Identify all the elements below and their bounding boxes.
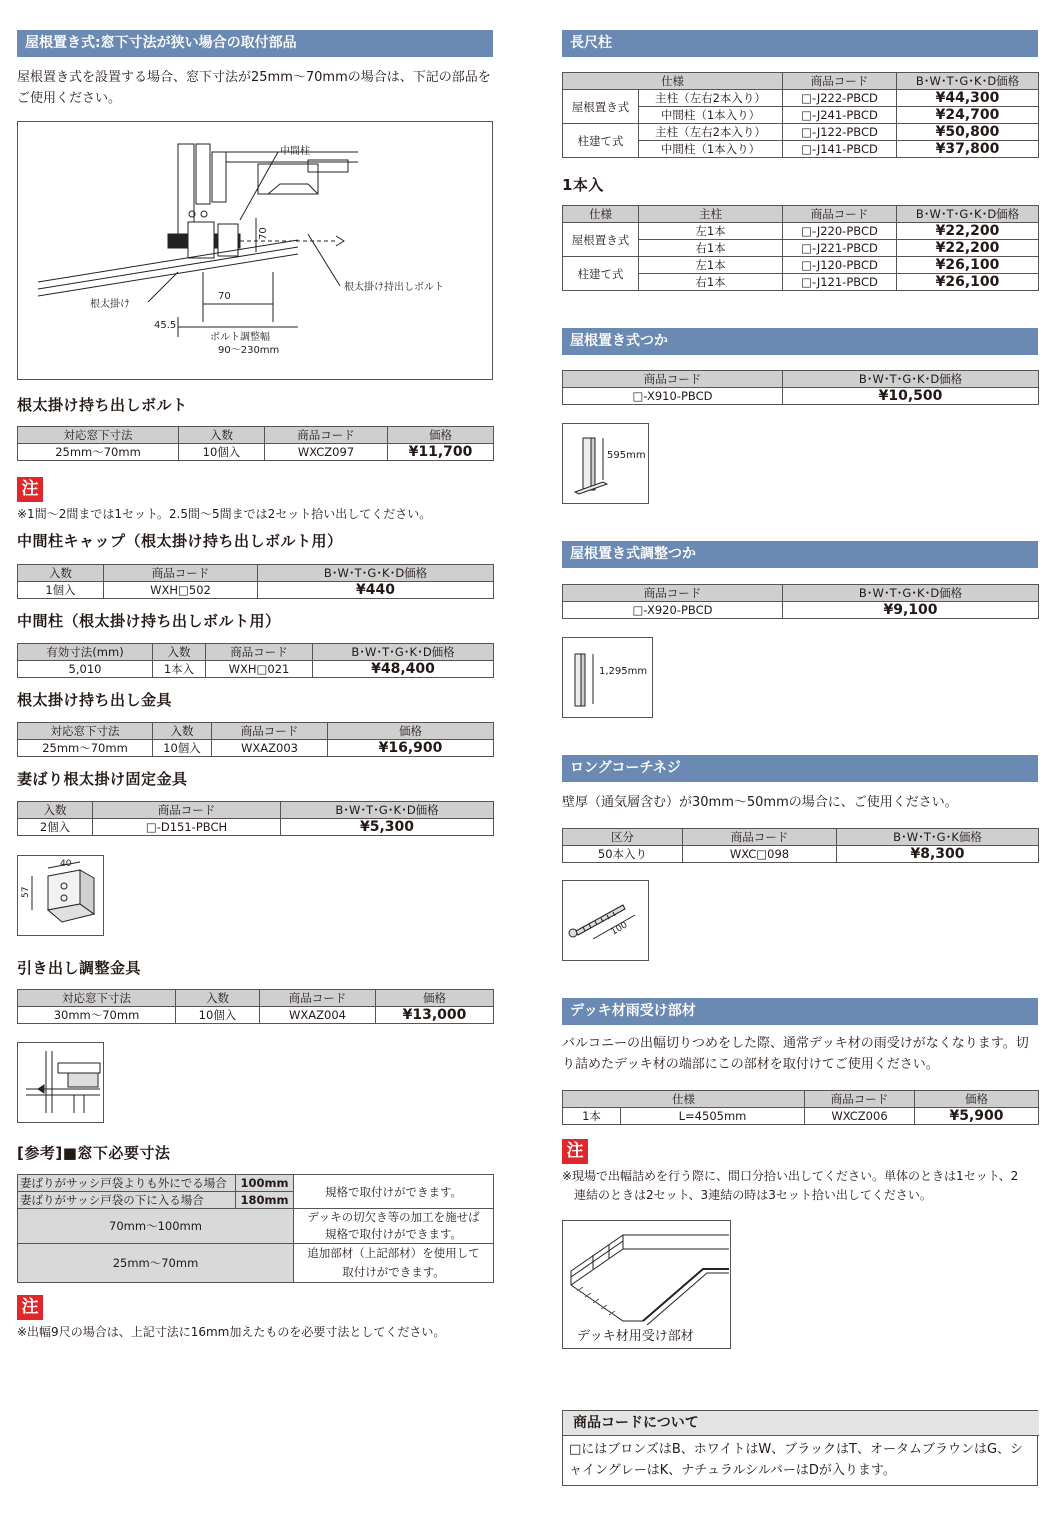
screw-image [562, 880, 649, 961]
product-code-title: 商品コードについて [563, 1411, 1039, 1436]
price: ¥8,300 [837, 846, 1039, 863]
section-title-strut: 屋根置き式つか [562, 328, 1038, 355]
code-cell: □-J221-PBCD [783, 240, 897, 257]
label-adjust-range: 90～230mm [218, 345, 280, 356]
group-cell: 柱建て式 [563, 124, 639, 158]
spec-cell: 右1本 [639, 274, 783, 291]
cell: 1本 [563, 1108, 621, 1125]
fitting-table [17, 722, 494, 757]
header: 対応窓下寸法 [18, 723, 153, 740]
price: ¥26,100 [897, 257, 1039, 274]
header: B･W･T･G･K･D価格 [897, 206, 1039, 223]
header: 価格 [915, 1091, 1039, 1108]
ref-row1-label: 妻ばりがサッシ戸袋よりも外にでる場合 [18, 1175, 236, 1192]
ref-row2-value: 180mm [236, 1192, 294, 1209]
ref-row1-value: 100mm [236, 1175, 294, 1192]
header: 商品コード [683, 829, 837, 846]
spec-cell: 右1本 [639, 240, 783, 257]
rain-guard-image [562, 1220, 731, 1349]
header: 入数 [18, 802, 93, 819]
header: 入数 [18, 565, 104, 582]
code-cell: □-J220-PBCD [783, 223, 897, 240]
header: 区分 [563, 829, 683, 846]
header: 主柱 [639, 206, 783, 223]
screw-dim: 100 [609, 920, 630, 938]
header: 仕様 [563, 73, 783, 90]
header: 商品コード [265, 427, 388, 444]
code-cell: WXCZ006 [805, 1108, 915, 1125]
header: 入数 [179, 427, 265, 444]
note-badge: 注 [562, 1139, 588, 1164]
screw-drawing [563, 881, 648, 960]
header: B･W･T･G･K･D価格 [783, 585, 1039, 602]
header: 商品コード [212, 723, 328, 740]
bolt-table [17, 426, 494, 461]
adjust-strut-dim: 1,295mm [599, 666, 648, 677]
code-cell: □-J141-PBCD [783, 141, 897, 158]
price: ¥37,800 [897, 141, 1039, 158]
dim-70-vertical: 70 [258, 227, 269, 240]
header: B･W･T･G･K･D価格 [281, 802, 494, 819]
header: B･W･T･G･K･D価格 [783, 371, 1039, 388]
cell: 30mm～70mm [18, 1007, 176, 1024]
header: 有効寸法(mm) [18, 644, 153, 661]
cell: 5,010 [18, 661, 153, 678]
dim-45: 45.5 [154, 320, 177, 331]
spec-cell: 主柱（左右2本入り） [639, 90, 783, 107]
group-cell: 屋根置き式 [563, 223, 639, 257]
spec-cell: 中間柱（1本入り） [639, 107, 783, 124]
header: 商品コード [805, 1091, 915, 1108]
strut-table [562, 370, 1039, 405]
label-center-post: 中間柱 [280, 146, 310, 157]
adjust-fitting-image [17, 1042, 104, 1123]
rain-table [562, 1090, 1039, 1125]
header: 対応窓下寸法 [18, 990, 176, 1007]
price: ¥48,400 [313, 661, 494, 678]
gable-title: 妻ばり根太掛け固定金具 [17, 770, 188, 788]
adjust-table [17, 989, 494, 1024]
price: ¥50,800 [897, 124, 1039, 141]
section-title-rain-guard: デッキ材雨受け部材 [562, 998, 1038, 1025]
header: 入数 [176, 990, 260, 1007]
cell: 10個入 [176, 1007, 260, 1024]
cell: 10個入 [179, 444, 265, 461]
header: B･W･T･G･K･D価格 [897, 73, 1039, 90]
gable-dim-a: 40 [60, 859, 72, 869]
label-joist: 根太掛け [90, 299, 130, 310]
cell: WXCZ097 [265, 444, 388, 461]
header: 価格 [376, 990, 494, 1007]
screw-text: 壁厚（通気層含む）が30mm～50mmの場合に、ご使用ください。 [562, 795, 958, 810]
section-title-screw: ロングコーチネジ [562, 755, 1038, 782]
product-code-info [562, 1410, 1038, 1486]
code-cell: □-J121-PBCD [783, 274, 897, 291]
label-bolt: 根太掛け持出しボルト [344, 282, 444, 293]
cell: WXAZ004 [260, 1007, 376, 1024]
header: 商品コード [104, 565, 258, 582]
gable-dim-b: 57 [21, 886, 31, 898]
note-text: ※出幅9尺の場合は、上記寸法に16mm加えたものを必要寸法としてください。 [17, 1325, 446, 1339]
header: 商品コード [260, 990, 376, 1007]
code-cell: □-J122-PBCD [783, 124, 897, 141]
code-cell: □-X920-PBCD [563, 602, 783, 619]
price: ¥13,000 [376, 1007, 494, 1024]
header: 商品コード [783, 73, 897, 90]
header: 商品コード [93, 802, 281, 819]
ref-row4-label: 25mm～70mm [18, 1244, 294, 1283]
adjust-strut-table [562, 584, 1039, 619]
price: ¥16,900 [328, 740, 494, 757]
ref-row4-note-2: 取付けができます。 [342, 1265, 445, 1279]
cell: 2個入 [18, 819, 93, 836]
cell: 50本入り [563, 846, 683, 863]
header: B･W･T･G･K価格 [837, 829, 1039, 846]
cap-title: 中間柱キャップ（根太掛け持ち出しボルト用） [17, 532, 343, 550]
cell: □-D151-PBCH [93, 819, 281, 836]
ref-row3-label: 70mm～100mm [18, 1209, 294, 1244]
ref-title: [参考]■窓下必要寸法 [17, 1144, 171, 1162]
note-text: ※1間～2間までは1セット。2.5間～5間までは2セット拾い出してください。 [17, 507, 432, 521]
adjust-strut-image [562, 637, 653, 718]
price: ¥26,100 [897, 274, 1039, 291]
price: ¥24,700 [897, 107, 1039, 124]
strut-image [562, 423, 649, 504]
cell: WXAZ003 [212, 740, 328, 757]
note-badge: 注 [17, 477, 43, 502]
code-cell: □-J241-PBCD [783, 107, 897, 124]
price: ¥440 [258, 582, 494, 599]
long-post-table [562, 72, 1039, 158]
group-cell: 屋根置き式 [563, 90, 639, 124]
spec-cell: 主柱（左右2本入り） [639, 124, 783, 141]
rain-guard-caption: デッキ材用受け部材 [577, 1329, 694, 1344]
header: 商品コード [783, 206, 897, 223]
adjust-title: 引き出し調整金具 [17, 959, 142, 977]
rain-text: バルコニーの出幅切りつめをした際、通常デッキ材の雨受けがなくなります。切り詰めたデッキ材の端部にこの部材を取付けてご使用ください。 [562, 1036, 1029, 1072]
price: ¥22,200 [897, 223, 1039, 240]
header: 価格 [328, 723, 494, 740]
code-cell: □-X910-PBCD [563, 388, 783, 405]
spec-cell: 左1本 [639, 223, 783, 240]
price: ¥10,500 [783, 388, 1039, 405]
adjust-strut-drawing [563, 638, 652, 717]
price: ¥5,900 [915, 1108, 1039, 1125]
post-table [17, 643, 494, 678]
cell: L=4505mm [621, 1108, 805, 1125]
header: 仕様 [563, 1091, 805, 1108]
ref-row2-label: 妻ばりがサッシ戸袋の下に入る場合 [18, 1192, 236, 1209]
section-title-narrow-window: 屋根置き式:窓下寸法が狭い場合の取付部品 [17, 30, 493, 57]
post-title: 中間柱（根太掛け持ち出しボルト用） [17, 612, 281, 630]
price: ¥5,300 [281, 819, 494, 836]
code-cell: □-J120-PBCD [783, 257, 897, 274]
installation-diagram [17, 121, 493, 380]
gable-table [17, 801, 494, 836]
screw-table [562, 828, 1039, 863]
cell: 25mm～70mm [18, 444, 179, 461]
adjust-fitting-drawing [18, 1043, 103, 1122]
header: 対応窓下寸法 [18, 427, 179, 444]
ref-row3-note-2: 規格で取付けができます。 [324, 1227, 463, 1241]
cell: WXH□502 [104, 582, 258, 599]
strut-drawing [563, 424, 648, 503]
note-badge: 注 [17, 1295, 43, 1320]
cell: 1個入 [18, 582, 104, 599]
section-title-adjust-strut: 屋根置き式調整つか [562, 541, 1038, 568]
ref-table [17, 1174, 494, 1283]
fitting-title: 根太掛け持ち出し金具 [17, 691, 173, 709]
section-title-long-post: 長尺柱 [562, 30, 1038, 57]
price: ¥22,200 [897, 240, 1039, 257]
single-post-table [562, 205, 1039, 291]
code-cell: □-J222-PBCD [783, 90, 897, 107]
intro-text: 屋根置き式を設置する場合、窓下寸法が25mm～70mmの場合は、下記の部品をご使用ください。 [17, 70, 491, 106]
ref-row12-note: 規格で取付けができます。 [294, 1175, 494, 1209]
cell: 25mm～70mm [18, 740, 153, 757]
price: ¥11,700 [388, 444, 494, 461]
ref-row4-note-1: 追加部材（上記部材）を使用して [307, 1246, 480, 1260]
dim-70-horizontal: 70 [218, 291, 231, 302]
gable-bracket-image [17, 855, 104, 936]
group-cell: 柱建て式 [563, 257, 639, 291]
gable-bracket-drawing [18, 856, 103, 935]
header: 入数 [153, 644, 206, 661]
label-adjust: ボルト調整幅 [210, 332, 270, 343]
price: ¥9,100 [783, 602, 1039, 619]
header: 商品コード [563, 371, 783, 388]
spec-cell: 左1本 [639, 257, 783, 274]
header: 価格 [388, 427, 494, 444]
cell: WXH□021 [206, 661, 313, 678]
spec-cell: 中間柱（1本入り） [639, 141, 783, 158]
header: B･W･T･G･K･D価格 [313, 644, 494, 661]
header: 商品コード [206, 644, 313, 661]
code-cell: WXC□098 [683, 846, 837, 863]
bolt-title: 根太掛け持ち出しボルト [17, 396, 188, 414]
price: ¥44,300 [897, 90, 1039, 107]
header: B･W･T･G･K･D価格 [258, 565, 494, 582]
ref-row3-note-1: デッキの切欠き等の加工を施せば [307, 1210, 480, 1224]
cap-table [17, 564, 494, 599]
header: 仕様 [563, 206, 639, 223]
strut-dim: 595mm [607, 450, 646, 461]
product-code-text: □にはブロンズはB、ホワイトはW、ブラックはT、オータムブラウンはG、シャイングレーはK、ナチュラルシルバーはDが入ります。 [569, 1442, 1024, 1478]
single-title: 1本入 [562, 176, 604, 194]
header: 入数 [153, 723, 212, 740]
header: 商品コード [563, 585, 783, 602]
installation-diagram-drawing [18, 122, 492, 379]
cell: 10個入 [153, 740, 212, 757]
cell: 1本入 [153, 661, 206, 678]
note-text-1: ※現場で出幅詰めを行う際に、間口分拾い出してください。単体のときは1セット、2 [562, 1169, 1019, 1183]
note-text-2: 連結のときは2セット、3連結の時は3セット拾い出してください。 [574, 1188, 932, 1202]
